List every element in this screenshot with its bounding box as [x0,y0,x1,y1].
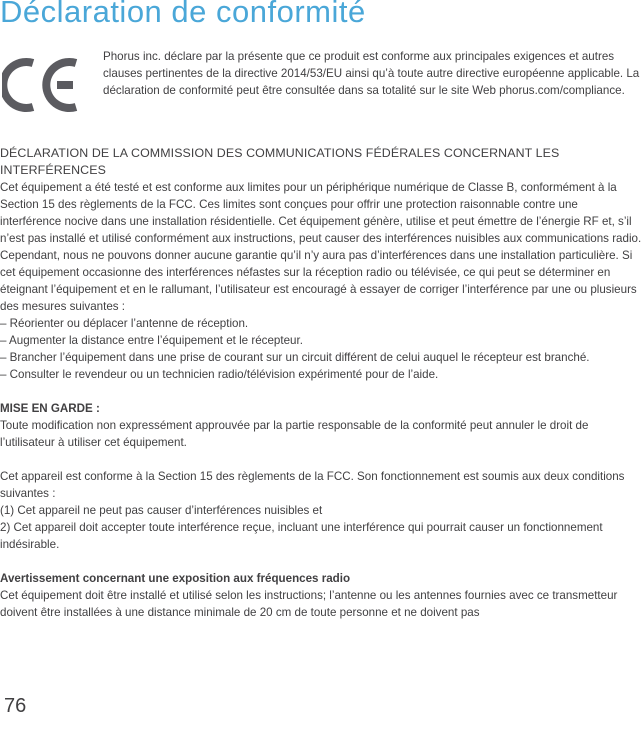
caution-text: Toute modification non expressément approuvée par la partie responsable de la conformité peut annuler le droit de l’utilisateur à utiliser cet équipement. [0,419,589,449]
page-title: Déclaration de conformité [0,0,366,29]
spacer [0,383,642,400]
page-number: 76 [4,695,27,717]
caution-heading: MISE EN GARDE : [0,402,100,415]
fcc-measure-item: – Consulter le revendeur ou un technicien radio/télévision expérimenté pour de l’aide. [0,368,439,381]
section15-condition: (1) Cet appareil ne peut pas causer d’interférences nuisibles et [0,504,323,517]
rf-heading: Avertissement concernant une exposition aux fréquences radio [0,572,351,585]
compliance-body [0,145,642,621]
ce-declaration-text: Phorus inc. déclare par la présente que ce produit est conforme aux principales exigences et autres clauses pertinentes de la directive 2014/53/EU ainsi qu’à toute autre directive européenne applicable. La déclaration de conformité peut être consultée dans sa totalité sur le site Web phorus.com/compliance. [103,50,640,97]
fcc-measure-item: – Réorienter ou déplacer l’antenne de réception. [0,317,249,330]
spacer [0,451,642,468]
spacer [0,553,642,570]
fcc-paragraph: Cet équipement a été testé et est conforme aux limites pour un périphérique numérique de Classe B, conformément à la Section 15 des règlements de la FCC. Ces limites sont conçues pour offrir une protection raisonnable contre une interférence nocive dans une installation résidentielle. Cet équipement génère, utilise et peut émettre de l’énergie RF et, s’il n’est pas installé et utilisé conformément aux instructions, peut causer des interférences nuisibles aux communications radio. Cependant, nous ne pouvons donner aucune garantie qu’il n’y aura pas d’interférences dans une installation particulière. Si cet équipement occasionne des interférences néfastes sur la réception radio ou télévisée, ce qui peut se déterminer en éteignant l’équipement et en le rallumant, l’utilisateur est encouragé à essayer de corriger l’interférence par une ou plusieurs des mesures suivantes : [0,181,642,313]
section15-condition: 2) Cet appareil doit accepter toute interférence reçue, incluant une interférence qui pourrait causer un fonctionnement indésirable. [0,521,603,551]
fcc-measure-item: – Augmenter la distance entre l’équipement et le récepteur. [0,334,303,347]
fcc-measure-item: – Brancher l’équipement dans une prise de courant sur un circuit différent de celui auquel le récepteur est branché. [0,351,590,364]
rf-text: Cet équipement doit être installé et utilisé selon les instructions; l’antenne ou les antennes fournies avec ce transmetteur doivent être installées à une distance minimale de 20 cm de toute personne et ne doivent pas [0,589,618,619]
section15-intro: Cet appareil est conforme à la Section 15 des règlements de la FCC. Son fonctionnement est soumis aux deux conditions suivantes : [0,470,625,500]
fcc-heading: DÉCLARATION DE LA COMMISSION DES COMMUNICATIONS FÉDÉRALES CONCERNANT LES INTERFÉRENCES [0,146,560,177]
ce-mark-icon [2,57,80,113]
